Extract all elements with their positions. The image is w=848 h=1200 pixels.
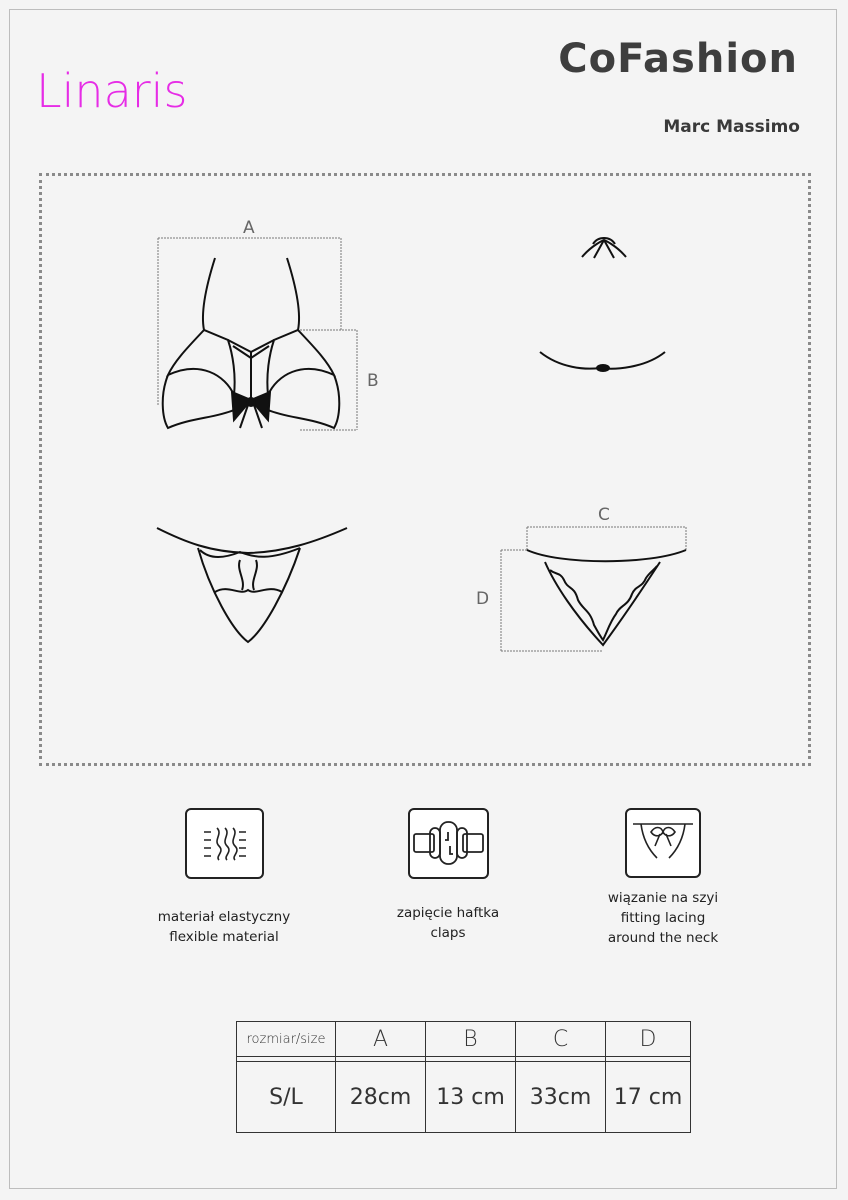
- elastic-wave-icon: [185, 808, 264, 879]
- size-header-c: C: [516, 1022, 606, 1057]
- feature-neck-lacing: [563, 808, 763, 948]
- bra-front-drawing: [158, 238, 357, 430]
- size-header-label: rozmiar/size: [237, 1022, 336, 1057]
- feature-text-en-1: fitting lacing: [620, 910, 706, 926]
- size-header-b: B: [426, 1022, 516, 1057]
- brand-logo: CoFashion: [558, 36, 798, 82]
- table-row: [237, 1062, 691, 1133]
- size-table-header: [237, 1022, 691, 1057]
- hook-clasp-icon: [408, 808, 489, 879]
- feature-flexible-material: [124, 808, 324, 947]
- feature-text-pl: materiał elastyczny: [157, 909, 291, 925]
- feature-text-pl: zapięcie haftka: [396, 905, 500, 921]
- neck-lacing-icon: [625, 808, 701, 878]
- dimension-c-lines: [501, 527, 686, 651]
- size-header-a: A: [336, 1022, 426, 1057]
- sub-brand: Marc Massimo: [663, 117, 800, 137]
- feature-text-en-2: around the neck: [607, 930, 719, 946]
- feature-text-en: claps: [430, 925, 466, 941]
- bra-back-drawing: [540, 238, 665, 371]
- product-name: Linaris: [36, 64, 188, 118]
- feature-hook-clasp: [348, 808, 548, 943]
- feature-text-en: flexible material: [169, 929, 279, 945]
- measure-b: 13 cm: [426, 1062, 516, 1133]
- measure-c: 33cm: [516, 1062, 606, 1133]
- panties-front-drawing: [157, 528, 347, 642]
- measure-d: 17 cm: [606, 1062, 691, 1133]
- panties-back-drawing: [501, 527, 686, 651]
- feature-text-pl: wiązanie na szyi: [607, 890, 719, 906]
- dimension-label-c: C: [598, 505, 610, 525]
- size-table: [236, 1021, 691, 1133]
- dimension-label-b: B: [367, 371, 379, 391]
- size-header-d: D: [606, 1022, 691, 1057]
- measure-a: 28cm: [336, 1062, 426, 1133]
- size-value: S/L: [237, 1062, 336, 1133]
- dimension-label-d: D: [476, 589, 490, 609]
- dimension-label-a: A: [243, 218, 255, 238]
